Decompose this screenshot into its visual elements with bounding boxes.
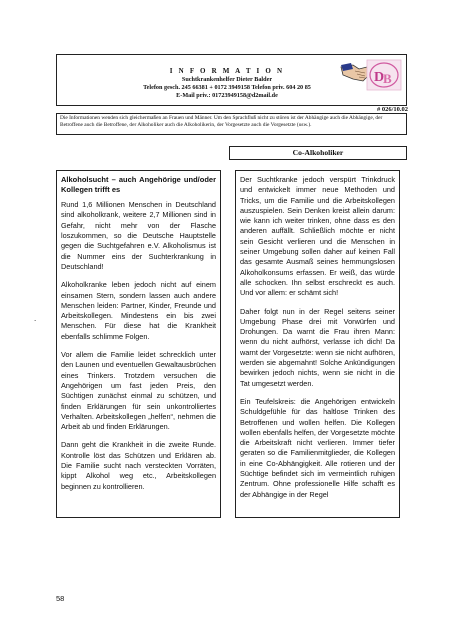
svg-text:B: B: [383, 71, 392, 86]
letterhead-title: I N F O R M A T I O N: [169, 67, 285, 75]
db-logo: [366, 59, 402, 91]
letterhead-email: E-Mail priv.: 01723949158@d2mail.de: [176, 92, 278, 99]
paragraph: Vor allem die Familie leidet schrecklich unter den Launen und eventuellen Gewaltausbrüchen eines Trinkers. Trotzdem versuchen die Angehörigen um fast jeden Preis, den Süchtigen zunächst einmal zu schützen, und finden Erklärungen für sein unkontrolliertes Verhalten. Arbeitskollegen „helfen“, nehmen die Arbeit ab und finden Erklärungen.: [61, 350, 216, 432]
paragraph: Rund 1,6 Millionen Menschen in Deutschland sind alkoholkrank, weitere 2,7 Millionen sind in Gefahr, nicht mehr von der Flasche loszukommen, so die Deutsche Hauptstelle gegen die Suchtgefahren e.V. Alkoholismus ist die Nummer eins der Suchterkrankung in Deutschland!: [61, 200, 216, 271]
paragraph: Dann geht die Krankheit in die zweite Runde. Kontrolle löst das Schützen und Erklären ab. Die Familie sucht nach versteckten Vorräten, kippt Alkohol weg etc., Arbeitskollegen beginnen zu kontrollieren.: [61, 440, 216, 491]
left-column: [56, 170, 221, 518]
letterhead: [56, 54, 407, 106]
paragraph: Ein Teufelskreis: die Angehörigen entwickeln Schuldgefühle für das haltlose Trinken des Betroffenen und wollen helfen. Die Kollegen wollen ebenfalls helfen, der Vorgesetzte möchte die Arbeitskraft nicht verlieren. Immer tiefer geraten so die Familienmitglieder, die Kollegen in eine Co-Abhängigkeit. Alle rotieren und der Süchtige befindet sich im vermeintlich ruhigen Zentrum. Ohne professionelle Hilfe schafft es der Abhängige in der Regel: [240, 396, 395, 499]
article-heading: Alkoholsucht – auch Angehörige und/oder Kollegen trifft es: [61, 175, 216, 194]
right-column: [235, 170, 400, 518]
topic-title: Co-Alkoholiker: [229, 146, 407, 160]
issue-number: # 026/10.02: [376, 106, 408, 113]
letterhead-phone: Telefon gesch. 245 66381 + 0172 3949158 Telefon priv. 604 20 85: [143, 84, 311, 91]
paragraph: Daher folgt nun in der Regel seitens seiner Umgebung Phase drei mit Vorwürfen und Drohungen. Da warnt die Frau ihren Mann: wenn du nicht aufhörst, verlasse ich dich! Da warnt der Vorgesetzte: wenn sie nicht aufhören, werden sie abgemahnt! Solche Ankündigungen bewirken jedoch nichts, wenn sie nicht in die Tat umgesetzt werden.: [240, 306, 395, 388]
gender-notice: Die Informationen wenden sich gleichermaßen an Frauen und Männer. Um den Sprachfluß nicht zu stören ist der Abhängige auch die Abhängige, der Betroffene auch die Betroffene, der Alkoholiker auch die Alkoholikerin, der Vorgesetzte auch die Vorgesetzte (usw.).: [56, 113, 407, 135]
letterhead-name: Suchtkrankenhelfer Dieter Balder: [181, 76, 273, 83]
svg-text:D: D: [374, 70, 385, 85]
page-number: 58: [56, 594, 65, 603]
paragraph: Der Suchtkranke jedoch verspürt Trinkdruck und entwickelt immer neue Methoden und Tricks, um die Familie und die Arbeitskollegen auszuspielen. Sein Denken kreist allein darum: wie kann ich weiter trinken, ohne dass es den anderen auffällt. Schließlich möchte er nicht sein Gesicht verlieren und die Menschen in seiner Umgebung sollen daher auf keinen Fall das gesamte Ausmaß seines hemmungslosen Alkoholkonsums erfassen. Er weiß, das würde alle schocken. Ihn selbst erschreckt es auch. Und vor allem: er schämt sich!: [240, 175, 395, 298]
paragraph: Alkoholkranke leben jedoch nicht auf einem einsamen Stern, sondern lassen auch andere Menschen leiden: Partner, Kinder, Freunde und Arbeitskollegen. Mindestens ein bis zwei Menschen. Für diese hat die Krankheit ebenfalls schlimme Folgen.: [61, 280, 216, 341]
margin-mark: .: [34, 314, 37, 323]
